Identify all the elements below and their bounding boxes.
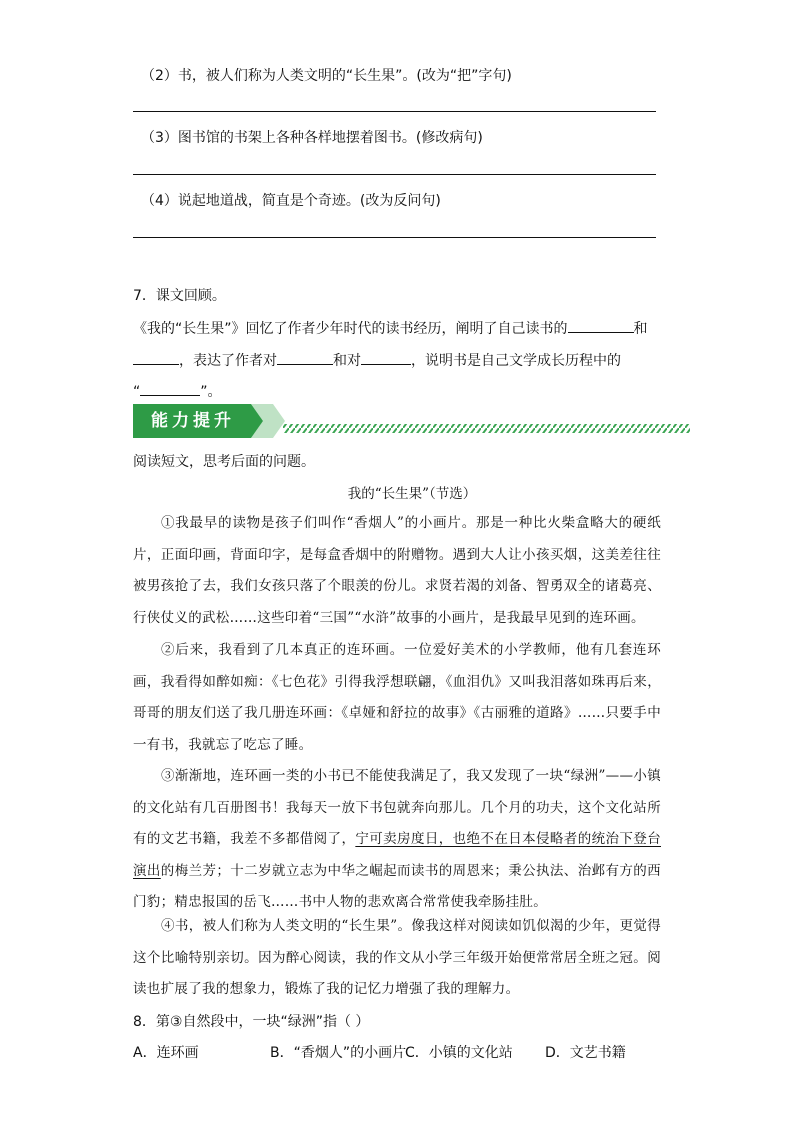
fill-blank (140, 379, 200, 396)
underlined-phrase: 宁可卖房度日，也绝不在日本侵略者的统治下登台演出 (133, 831, 661, 879)
q7-text: ，说明书是自己文学成长历程中的 (411, 353, 621, 369)
q8-option-a: A．连环画 (133, 1045, 199, 1061)
passage-paragraph-2: ②后来，我看到了几本真正的连环画。一位爱好美术的小学教师，他有几套连环画，我看得如醉如痴：《七色花》引得我浮想联翩，《血泪仇》又叫我泪落如珠再后来，哥哥的朋友们送了我几册连环画：《卓娅和舒拉的故事》《古丽雅的道路》……只要手中一有书，我就忘了吃忘了睡。 (133, 642, 661, 753)
passage-text: 的梅兰芳；十二岁就立志为中华之崛起而读书的周恩来；秉公执法、治邺有方的西门豹；精忠报国的岳飞……书中人物的悲欢离合常常使我牵肠挂肚。 (133, 862, 661, 910)
q8-option-b: B．“香烟人”的小画片 (270, 1045, 407, 1061)
q8-stem: 8．第③自然段中，一块“绿洲”指（ ） (133, 1014, 370, 1030)
q7-line-1 (133, 316, 648, 339)
q8-option-c: C．小镇的文化站 (405, 1045, 513, 1061)
q7-text: ”。 (200, 384, 222, 400)
q8-option-d: D．文艺书籍 (545, 1045, 626, 1061)
q7-title: 7．课文回顾。 (133, 288, 226, 304)
fill-blank (568, 316, 634, 333)
q7-text: 《我的“长生果”》回忆了作者少年时代的读书经历，阐明了自己读书的 (133, 321, 568, 337)
reading-intro: 阅读短文，思考后面的问题。 (133, 454, 315, 470)
q7-text: “ (133, 384, 141, 400)
q7-line-2 (133, 348, 621, 371)
fill-blank (361, 348, 411, 365)
answer-line (133, 174, 656, 175)
banner-stripe (283, 424, 690, 433)
q7-text: ，表达了作者对 (179, 353, 277, 369)
passage-title: 我的“长生果”（节选） (347, 486, 477, 502)
answer-line (133, 111, 656, 112)
banner-label: 能力提升 (151, 411, 235, 431)
q6-item-2: （2）书，被人们称为人类文明的“长生果”。(改为“把”字句) (141, 68, 512, 84)
q7-text: 和对 (333, 353, 361, 369)
q6-item-4: （4）说起地道战，简直是个奇迹。(改为反问句) (141, 193, 441, 209)
passage-paragraph-1: ①我最早的读物是孩子们叫作“香烟人”的小画片。那是一种比火柴盒略大的硬纸片，正面印画，背面印字，是每盒香烟中的附赠物。遇到大人让小孩买烟，这美差往往被男孩抢了去，我们女孩只落了个眼羡的份儿。求贤若渴的刘备、智勇双全的诸葛亮、行侠仗义的武松……这些印着“三国”“水浒”故事的小画片，是我最早见到的连环画。 (133, 515, 661, 626)
passage-paragraph-4: ④书，被人们称为人类文明的“长生果”。像我这样对阅读如饥似渴的少年，更觉得这个比喻特别亲切。因为醉心阅读，我的作文从小学三年级开始便常常居全班之冠。阅读也扩展了我的想象力，锻炼了我的记忆力增强了我的理解力。 (133, 918, 661, 997)
passage-text: ③渐渐地，连环画一类的小书已不能使我满足了，我又发现了一块“绿洲”——小镇的文化站有几百册图书！我每天一放下书包就奔向那儿。几个月的功夫，这个文化站所有的文艺书籍，我差不多都借阅了， (133, 768, 661, 847)
fill-blank (133, 348, 179, 365)
section-banner (133, 404, 690, 438)
fill-blank (277, 348, 333, 365)
passage-paragraph-3 (133, 761, 661, 919)
q6-item-3: （3）图书馆的书架上各种各样地摆着图书。(修改病句) (141, 130, 483, 146)
q7-line-3 (133, 379, 222, 402)
answer-line (133, 237, 656, 238)
q7-text: 和 (633, 321, 648, 337)
